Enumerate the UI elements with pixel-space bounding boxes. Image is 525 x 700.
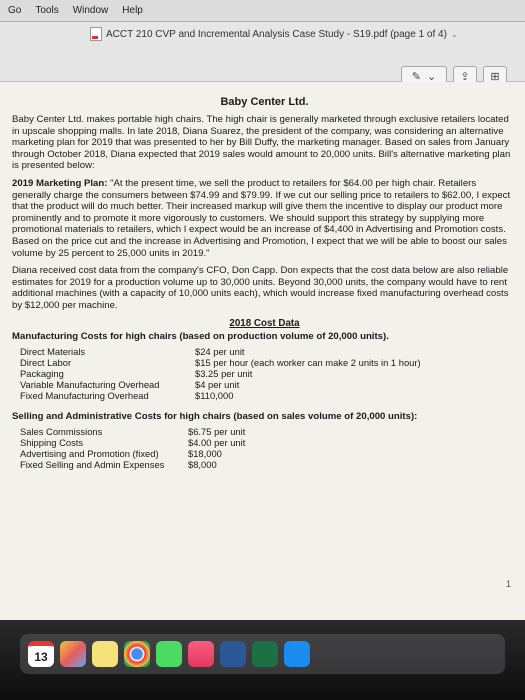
dock-bar [20,634,505,674]
cost-label: Variable Manufacturing Overhead [20,378,160,390]
marketing-plan-label: 2019 Marketing Plan: [12,177,108,189]
selling-admin-table [20,426,517,470]
table-row [20,448,517,459]
appstore-app-icon[interactable] [284,641,310,667]
document-title[interactable] [90,27,458,41]
table-row [20,390,517,401]
menu-go[interactable]: Go [8,5,22,16]
cost-value: $6.75 per unit [188,425,246,437]
cost-value: $15 per hour (each worker can make 2 units in 1 hour) [195,356,421,368]
cost-label: Packaging [20,367,64,379]
cost-value: $18,000 [188,447,222,459]
marketing-plan-paragraph [12,178,517,259]
music-app-icon[interactable] [188,641,214,667]
cost-label: Direct Materials [20,345,86,357]
pen-icon: ✎ [411,70,421,83]
page-content [12,90,517,470]
pdf-page[interactable] [0,82,525,620]
cost-label: Shipping Costs [20,436,84,448]
manufacturing-costs-heading: Manufacturing Costs for high chairs (based on production volume of 20,000 units). [12,330,389,342]
table-row [20,426,517,437]
photos-app-icon[interactable] [60,641,86,667]
selling-admin-heading: Selling and Administrative Costs for high chairs (based on sales volume of 20,000 units): [12,410,418,422]
cost-value: $8,000 [188,458,217,470]
cost-data-title: 2018 Cost Data [229,317,300,329]
table-row [20,459,517,470]
manufacturing-costs-table [20,346,517,401]
table-row [20,379,517,390]
menu-window[interactable]: Window [72,5,109,16]
menu-bar [0,0,525,22]
window-title-text: ACCT 210 CVP and Incremental Analysis Case Study - S19.pdf (page 1 of 4) [106,28,447,40]
cost-value: $3.25 per unit [195,367,253,379]
table-row [20,437,517,448]
table-row [20,346,517,357]
chevron-down-icon: ⌄ [427,70,437,83]
cost-label: Fixed Selling and Admin Expenses [20,458,165,470]
cost-label: Fixed Manufacturing Overhead [20,389,149,401]
chevron-down-icon[interactable]: ⌄ [450,29,458,39]
chrome-app-icon[interactable] [124,641,150,667]
cost-label: Direct Labor [20,356,72,368]
marketing-plan-text: "At the present time, we sell the product to retailers for $64.00 per high chair. Retailers generally charge the consumers between $74.99 and $79.99. If we cut our selling price to retailers to $62.00, I expect that the product will do much better. Their increased markup will give them the incentive to display our product more prominently and to promote it more vigorously to customers. We should support this strategy by supplying more promotional materials to retailers, which I expect would be an increase of $4,400 in Advertising and Promotion costs. Based on the price cut and the increase in Advertising and Promotion, I expect that we will be able to boost our sales volume by 25 percent to 25,000 units in 2019." [12,177,511,259]
cost-value: $4 per unit [195,378,240,390]
table-row [20,368,517,379]
intro-paragraph: Baby Center Ltd. makes portable high chairs. The high chair is generally marketed through exclusive retailers located in upscale shopping malls. In late 2018, Diana Suarez, the president of the company, was considering an alternative marketing plan for 2019 that was presented to her by Bill Duffy, the marketing manager. Based on sales from January through October 2018, Diana expected that 2019 sales would amount to 20,000 units. Bill's alternative marketing plan is presented below: [12,114,511,172]
notes-app-icon[interactable] [92,641,118,667]
page-number: 1 [505,579,511,589]
dock [0,620,525,700]
cost-value: $110,000 [195,389,234,401]
window-titlebar [0,22,525,82]
toolbox-icon: ⊞ [490,70,500,83]
menu-help[interactable]: Help [122,5,143,16]
calendar-app-icon[interactable]: 13 [28,641,54,667]
messages-app-icon[interactable] [156,641,182,667]
cost-data-paragraph: Diana received cost data from the company's CFO, Don Capp. Don expects that the cost data below are also reliable estimates for 2019 for a production volume up to 30,000 units. Beyond 30,000 units, the company would have to rent additional machines (with a capacity of 10,000 units each), which would increase fixed manufacturing overhead costs by $12,000 per machine. [12,265,509,311]
cost-label: Sales Commissions [20,425,103,437]
pdf-file-icon [90,27,102,41]
word-app-icon[interactable] [220,641,246,667]
cost-value: $4.00 per unit [188,436,246,448]
company-heading: Baby Center Ltd. [220,96,309,108]
menu-tools[interactable]: Tools [35,5,59,16]
table-row [20,357,517,368]
excel-app-icon[interactable] [252,641,278,667]
cost-value: $24 per unit [195,345,245,357]
share-icon: ⇪ [460,70,470,83]
cost-label: Advertising and Promotion (fixed) [20,447,159,459]
